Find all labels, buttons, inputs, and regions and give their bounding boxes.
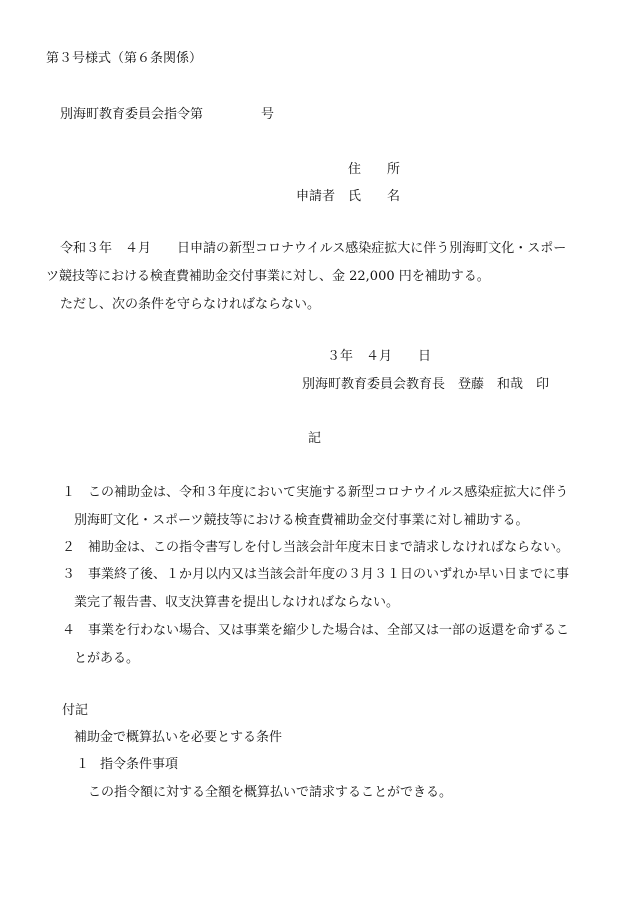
condition-intro: ただし、次の条件を守らなければならない。 [60, 297, 321, 312]
item-1-line-1: この補助金は、令和３年度において実施する新型コロナウイルス感染症拡大に伴う [88, 485, 569, 500]
directive-prefix: 別海町教育委員会指令第 [60, 107, 204, 122]
item-1-num: １ [62, 485, 76, 500]
applicant-role-label: 申請者 [296, 189, 336, 204]
directive-suffix: 号 [261, 107, 275, 122]
appendix-clause-num: １ [76, 757, 90, 772]
body-line-2: ツ競技等における検査費補助金交付事業に対し、金 22,000 円を補助する。 [46, 269, 490, 284]
appendix-clause-text: この指令額に対する全額を概算払いで請求することができる。 [88, 785, 453, 800]
ki-heading: 記 [308, 431, 322, 446]
item-3-line-1: 事業終了後、１か月以内又は当該会計年度の３月３１日のいずれか早い日までに事 [88, 567, 570, 582]
issue-date: ３年 ４月 日 [327, 349, 432, 364]
item-2-num: ２ [62, 540, 76, 555]
appendix-clause-title: 指令条件事項 [100, 757, 179, 772]
form-title: 第３号様式（第６条関係） [46, 51, 203, 66]
item-4-num: ４ [62, 623, 76, 638]
appendix-subheading: 補助金で概算払いを必要とする条件 [74, 730, 283, 745]
appendix-heading: 付記 [62, 703, 89, 718]
directive-number [60, 108, 274, 121]
item-1-line-2: 別海町文化・スポーツ競技等における検査費補助金交付事業に対し補助する。 [74, 513, 529, 528]
name-label: 氏 名 [348, 189, 401, 204]
body-line-1: 令和３年 ４月 日申請の新型コロナウイルス感染症拡大に伴う別海町文化・スポー [60, 241, 567, 256]
item-4-line-2: とがある。 [74, 651, 140, 666]
address-label: 住 所 [348, 162, 401, 177]
item-3-num: ３ [62, 567, 76, 582]
item-3-line-2: 業完了報告書、収支決算書を提出しなければならない。 [74, 595, 400, 610]
issuer-signature: 別海町教育委員会教育長 登藤 和哉 印 [302, 377, 550, 392]
applicant-row [296, 190, 400, 203]
item-2-line-1: 補助金は、この指令書写しを付し当該会計年度末日まで請求しなければならない。 [88, 540, 570, 555]
item-4-line-1: 事業を行わない場合、又は事業を縮少した場合は、全部又は一部の返還を命ずるこ [88, 623, 570, 638]
